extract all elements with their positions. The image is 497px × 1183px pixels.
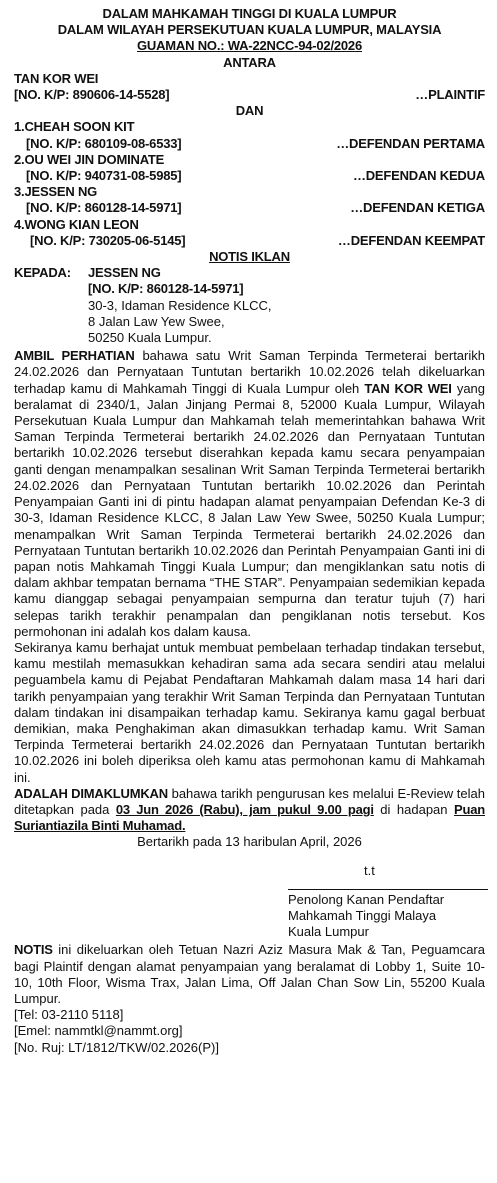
plaintiff-block [14, 71, 485, 120]
notice-paragraph-1: AMBIL PERHATIAN bahawa satu Writ Saman Terpinda Termeterai bertarikh 24.02.2026 dan Pernyataan Tuntutan bertarikh 10.02.2026 telah dikeluarkan terhadap kamu di Mahkamah Tinggi di Kuala Lumpur oleh TAN KOR WEI yang beralamat di 2340/1, Jalan Jinjang Permai 8, 52000 Kuala Lumpur, Wilayah Persekutuan Kuala Lumpur dan Mahkamah telah memerintahkan bahawa Writ Saman Terpinda Termeterai bertarikh 24.02.2026 dan Pernyataan Tuntutan bertarikh 10.02.2026 tersebut diserahkan kepada kamu secara penyampaian ganti dengan menampalkan sesalinan Writ Saman Terpinda Termeterai bertarikh 24.02.2026 dan Pernyataan Tuntutan bertarikh 10.02.2026 dan Perintah Penyampaian Ganti ini di pintu hadapan alamat penyampaian Defendan Ke-3 di 30-3, Idaman Residence KLCC, 8 Jalan Law Yew Swee, 50250 Kuala Lumpur; menampalkan Writ Saman Terpinda Termeterai bertarikh 24.02.2026 dan Pernyataan Tuntutan bertarikh 10.02.2026 dan Perintah Penyampaian Ganti ini di papan notis Mahkamah Tinggi Kuala Lumpur; dan mengiklankan satu notis di dalam akhbar tempatan bernama “THE STAR”. Penyampaian sedemikian kepada kamu dianggap sebagai penyampaian sempurna dan teratur tujuh (7) hari selepas tarikh terakhir penampalan dan pengiklanan notis tersebut. Kos permohonan ini adalah kos dalam kausa. [14, 348, 486, 639]
case-management-date: 03 Jun 2026 (Rabu), jam pukul 9.00 pagi [115, 801, 374, 817]
recipient-address-line-1: 30-3, Idaman Residence KLCC, [88, 297, 272, 313]
footer-notice: NOTIS ini dikeluarkan oleh Tetuan Nazri Aziz Masura Mak & Tan, Peguamcara bagi Plaintif dengan alamat penyampaian yang beralamat di Lobby 1, Suite 10-10, 10th Floor, Wisma Trax, Jalan Lima, Off Jalan Chan Sow Lin, 55200 Kuala Lumpur. [14, 942, 485, 1006]
recipient-address-line-3: 50250 Kuala Lumpur. [88, 330, 212, 346]
officer-name: Puan Suriantiazila Binti Muhamad. [14, 801, 485, 834]
signatory-title: Penolong Kanan Pendaftar [288, 891, 445, 907]
notice-paragraph-2: Sekiranya kamu berhajat untuk membuat pembelaan terhadap tindakan tersebut, kamu mestilah memasukkan kehadiran sama ada secara sendiri atau melalui peguambela kamu di Pejabat Pendaftaran Mahkamah dalam masa 14 hari dari tarikh penyampaian yang terakhir Writ Saman Terpinda dan Pernyataan Tuntutan dalam tindakan ini disampaikan terhadap kamu. Sekiranya kamu gagal berbuat demikian, maka Penghakiman akan dimasukkan terhadap kamu. Writ Saman Terpinda Termeterai bertarikh 24.02.2026 dan Pernyataan Tuntutan bertarikh 10.02.2026 ini boleh diperiksa oleh kamu atas permohonan kamu di Mahkamah ini. [14, 639, 485, 785]
recipient-name: JESSEN NG [88, 265, 161, 281]
plaintiff-name-inline: TAN KOR WEI [364, 380, 452, 396]
signatory-court: Mahkamah Tinggi Malaya [288, 907, 437, 923]
case-number: GUAMAN NO.: WA-22NCC-94-02/2026 [137, 38, 362, 54]
footer-email: [Emel: nammtkl@nammt.org] [14, 1023, 183, 1039]
adalah-dimaklumkan-lead: ADALAH DIMAKLUMKAN [14, 785, 168, 801]
footer-tel: [Tel: 03-2110 5118] [14, 1007, 124, 1023]
notice-paragraph-3: ADALAH DIMAKLUMKAN bahawa tarikh pengurusan kes melalui E-Review telah ditetapkan pada 03 Jun 2026 (Rabu), jam pukul 9.00 pagi di hadapan Puan Suriantiazila Binti Muhamad. [14, 785, 485, 834]
plaintiff-role: …PLAINTIF [415, 87, 485, 103]
court-header [14, 6, 485, 71]
defendant-name: 4.WONG KIAN LEON [14, 216, 139, 232]
footer-ref: [No. Ruj: LT/1812/TKW/02.2026(P)] [14, 1039, 219, 1055]
signature-block [14, 863, 485, 941]
kepada-label: KEPADA: [14, 265, 71, 281]
defendants-block [14, 119, 485, 249]
defendant-ic: [NO. K/P: 860128-14-5971] [26, 200, 182, 216]
notice-title: NOTIS IKLAN [209, 249, 290, 265]
defendant-role: …DEFENDAN KETIGA [350, 200, 485, 216]
dan-label: DAN [235, 103, 264, 119]
court-line-2: DALAM WILAYAH PERSEKUTUAN KUALA LUMPUR, MALAYSIA [57, 22, 442, 38]
defendant-ic: [NO. K/P: 680109-08-6533] [26, 135, 182, 151]
dated-line: Bertarikh pada 13 haribulan April, 2026 [137, 834, 362, 850]
recipient-block [14, 265, 485, 346]
defendant-role: …DEFENDAN PERTAMA [336, 135, 485, 151]
defendant-name: 3.JESSEN NG [14, 184, 98, 200]
court-line-1: DALAM MAHKAMAH TINGGI DI KUALA LUMPUR [102, 6, 397, 21]
notis-lead: NOTIS [14, 942, 53, 958]
plaintiff-name: TAN KOR WEI [14, 70, 99, 86]
defendant-ic: [NO. K/P: 730205-06-5145] [30, 232, 186, 248]
defendant-role: …DEFENDAN KEEMPAT [337, 232, 485, 248]
defendant-role: …DEFENDAN KEDUA [352, 168, 485, 184]
recipient-ic: [NO. K/P: 860128-14-5971] [88, 281, 244, 297]
signatory-location: Kuala Lumpur [288, 924, 369, 940]
defendant-ic: [NO. K/P: 940731-08-5985] [26, 168, 182, 184]
signed-mark: t.t [364, 862, 375, 878]
signature-line [288, 889, 488, 890]
defendant-name: 1.CHEAH SOON KIT [14, 119, 135, 135]
ambil-perhatian-lead: AMBIL PERHATIAN [14, 348, 135, 364]
recipient-address-line-2: 8 Jalan Law Yew Swee, [88, 313, 225, 329]
antara-label: ANTARA [223, 54, 276, 70]
defendant-name: 2.OU WEI JIN DOMINATE [14, 151, 165, 167]
plaintiff-ic: [NO. K/P: 890606-14-5528] [14, 87, 170, 103]
